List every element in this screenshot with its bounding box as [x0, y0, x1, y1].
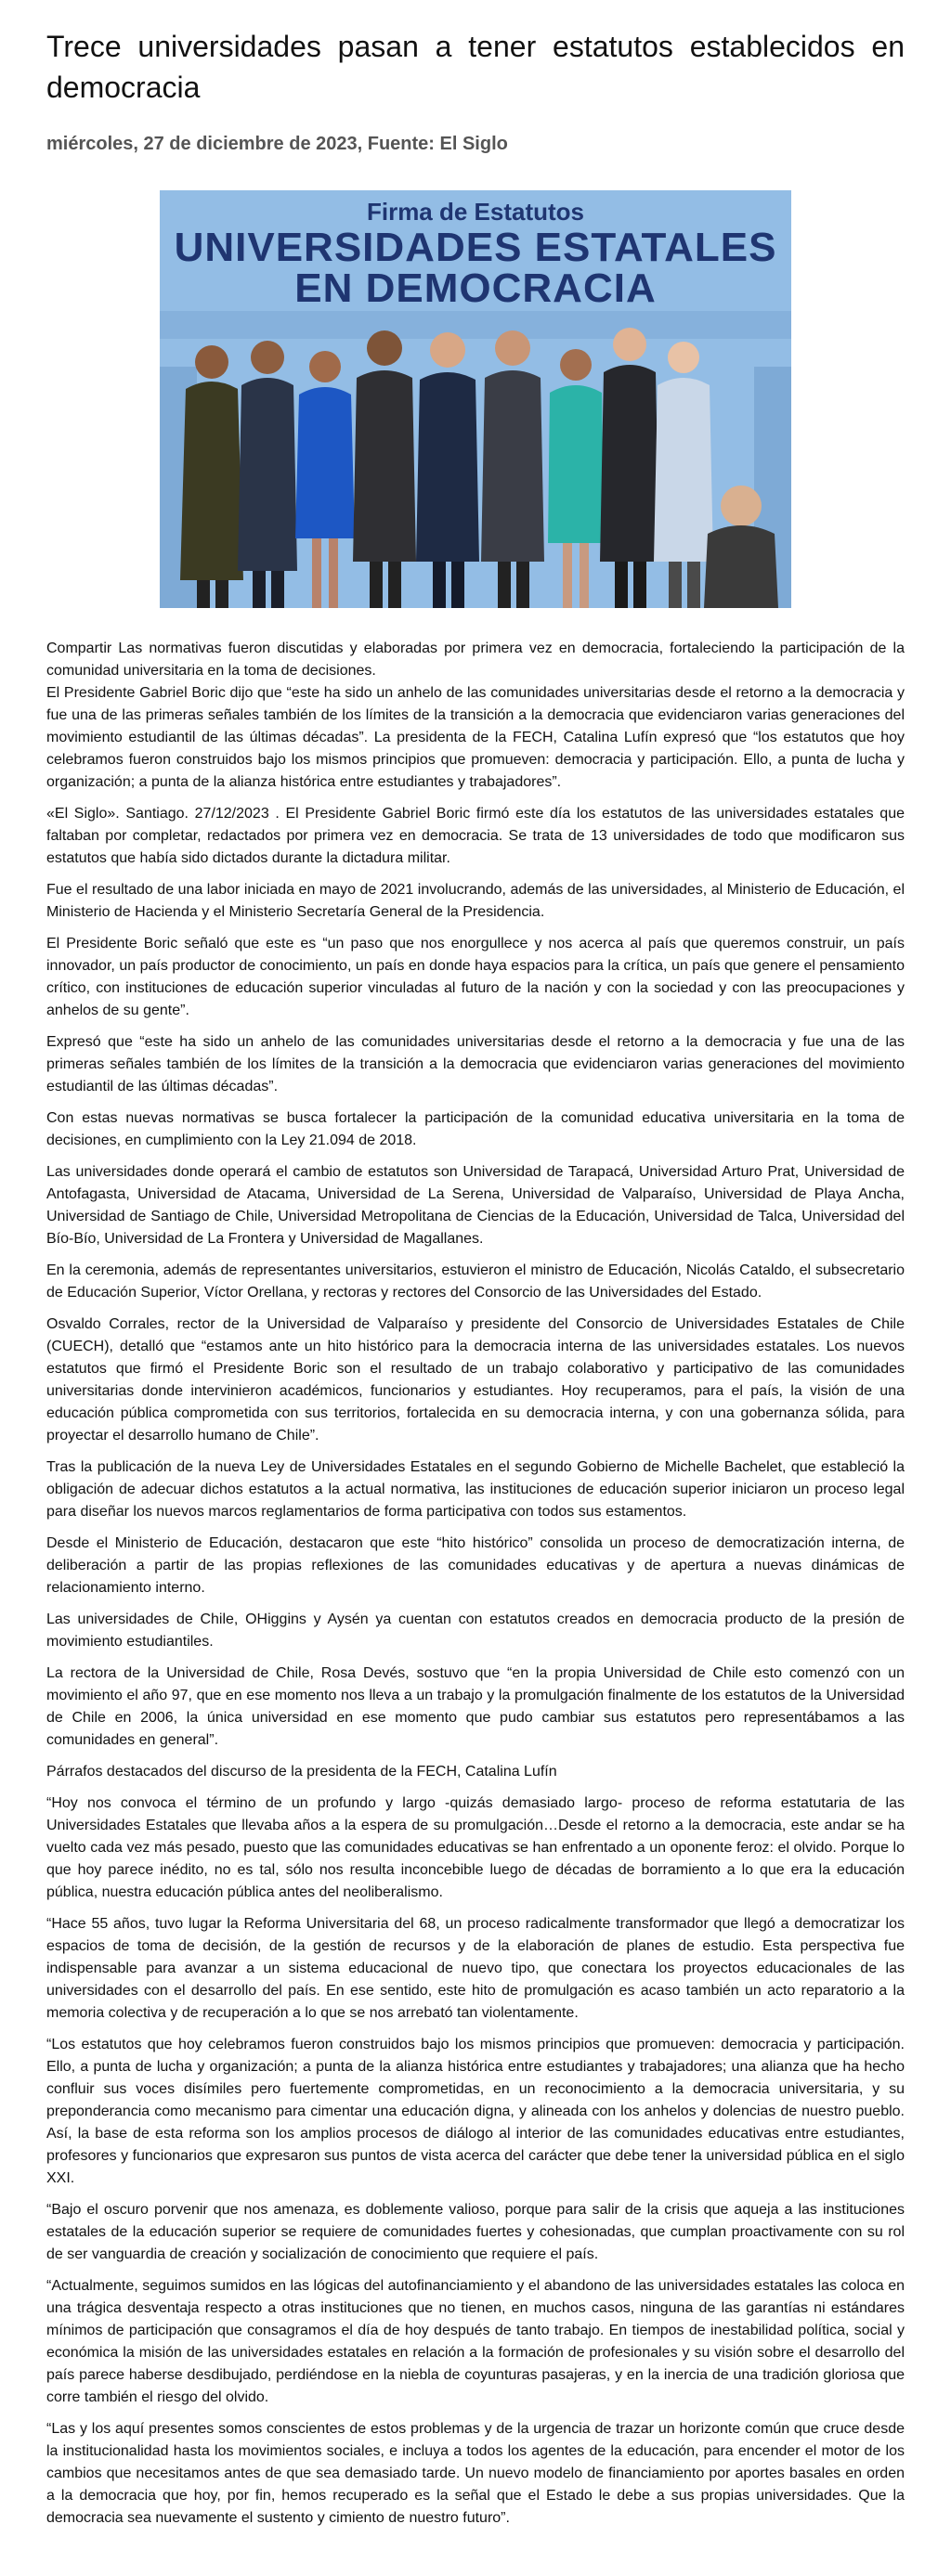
quote-paragraph: “Bajo el oscuro porvenir que nos amenaza, es doblemente valioso, porque para salir de la crisis que aqueja a las instituciones estatales de la educación superior se requiere de comunidades fuertes y cohesionadas, que cumplan proactivamente con su rol de ser vanguardia de creación y socialización de conocimiento que requiere el país. [46, 2202, 905, 2262]
article-paragraph: «El Siglo». Santiago. 27/12/2023 . El Presidente Gabriel Boric firmó este día los estatutos de las universidades estatales que faltaban por completar, redactados por primera vez en democracia. Se trata de 13 universidades de todo que modificaron sus estatutos que había sido dictados durante la dictadura militar. [46, 806, 905, 866]
article-meta: miércoles, 27 de diciembre de 2023, Fuente: El Siglo [46, 134, 508, 154]
banner-subtitle: Firma de Estatutos [366, 198, 585, 226]
article-paragraph: En la ceremonia, además de representantes universitarios, estuvieron el ministro de Educación, Nicolás Cataldo, el subsecretario de Educación Superior, Víctor Orellana, y rectoras y rectores del Consorcio de las Universidades del Estado. [46, 1262, 905, 1301]
banner-headline-line1: UNIVERSIDADES ESTATALES [174, 225, 777, 270]
article-paragraph: Expresó que “este ha sido un anhelo de las comunidades universitarias desde el retorno a la democracia y fue una de las primeras señales también de los límites de la transición a la democracia que evidenciaron varias generaciones del movimiento estudiantil de las últimas décadas”. [46, 1034, 905, 1094]
quote-paragraph: “Hace 55 años, tuvo lugar la Reforma Universitaria del 68, un proceso radicalmente transformador que llegó a democratizar los espacios de toma de decisión, de la gestión de recursos y de la elaboración de planes de estudio. Esta perspectiva fue indispensable para avanzar a un sistema educacional de nuevo tipo, que conectara los proyectos educacionales de las universidades con el desarrollo del país. En ese sentido, este hito de promulgación es acaso también un acto reparatorio a la memoria colectiva y de recuperación a lo que se nos arrebató tan violentamente. [46, 1916, 905, 2021]
quote-paragraph: “Las y los aquí presentes somos conscientes de estos problemas y de la urgencia de trazar un horizonte común que cruce desde la institucionalidad hasta los movimientos sociales, e incluya a todos los agentes de la educación, para encender el motor de los cambios que necesitamos antes de que sea demasiado tarde. Un nuevo modelo de financiamiento por aportes basales en orden a la democracia que hoy, por fin, hemos recuperado es la señal que el Estado le debe a sus propias universidades. Que la democracia sea nuevamente el sustento y cimiento de nuestro futuro”. [46, 2421, 905, 2526]
article-photo [160, 190, 791, 608]
article-paragraph: Con estas nuevas normativas se busca fortalecer la participación de la comunidad educativa universitaria en la toma de decisiones, en cumplimiento con la Ley 21.094 de 2018. [46, 1110, 905, 1148]
article-paragraph: El Presidente Gabriel Boric dijo que “este ha sido un anhelo de las comunidades universitarias desde el retorno a la democracia y fue una de las primeras señales también de los límites de la transición a la democracia que evidenciaron varias generaciones del movimiento estudiantil de las últimas décadas”. La presidenta de la FECH, Catalina Lufín expresó que “los estatutos que hoy celebramos fueron construidos bajo los mismos principios que promueven: democracia y participación. Ello, a punta de lucha y organización; a punta de la alianza histórica entre estudiantes y trabajadores”. [46, 685, 905, 790]
article-paragraph: Las universidades donde operará el cambio de estatutos son Universidad de Tarapacá, Universidad Arturo Prat, Universidad de Antofagasta, Universidad de Atacama, Universidad de La Serena, Universidad de Valparaíso, Universidad de Playa Ancha, Universidad de Santiago de Chile, Universidad Metropolitana de Ciencias de la Educación, Universidad de Talca, Universidad del Bío-Bío, Universidad de La Frontera y Universidad de Magallanes. [46, 1164, 905, 1247]
quote-paragraph: “Hoy nos convoca el término de un profundo y largo -quizás demasiado largo- proceso de reforma estatutaria de las Universidades Estatales que llevaba años a la espera de su promulgación…Desde el retorno a la democracia, este andar se ha vuelto cada vez más pesado, puesto que las comunidades educativas se han enfrentado a un oponente feroz: el olvido. Porque lo que hoy parece inédito, no es tal, sólo nos resulta inconcebible luego de décadas de borramiento a lo que era la educación pública, nuestra educación pública antes del neoliberalismo. [46, 1795, 905, 1900]
quote-paragraph: “Los estatutos que hoy celebramos fueron construidos bajo los mismos principios que promueven: democracia y participación. Ello, a punta de lucha y organización; a punta de la alianza histórica entre estudiantes y trabajadores; una alianza que ha hecho confluir sus voces disímiles pero fuertemente comprometidas, en un reconocimiento a la democracia universitaria, y su preponderancia como mecanismo para cimentar una educación digna, y alineada con los anhelos y dolencias de nuestro pueblo. Así, la base de esta reforma son los amplios procesos de diálogo al interior de las comunidades educativas entre estudiantes, profesores y funcionarios que expresaron sus puntos de vista acerca del carácter que debe tener la universidad pública en el siglo XXI. [46, 2037, 905, 2186]
article-paragraph: La rectora de la Universidad de Chile, Rosa Devés, sostuvo que “en la propia Universidad de Chile esto comenzó con un movimiento el año 97, que en ese momento nos lleva a un trabajo y la promulgación finalmente de los estatutos de la Universidad de Chile en 2006, la única universidad en ese momento que pudo cambiar sus estatutos pero representábamos a las comunidades en general”. [46, 1665, 905, 1748]
article-paragraph: Las universidades de Chile, OHiggins y Aysén ya cuentan con estatutos creados en democracia producto de la presión de movimiento estudiantiles. [46, 1612, 905, 1650]
article-paragraph: Compartir Las normativas fueron discutidas y elaboradas por primera vez en democracia, fortaleciendo la participación de la comunidad universitaria en la toma de decisiones. [46, 641, 905, 679]
article-body [46, 638, 905, 2530]
article-paragraph: Tras la publicación de la nueva Ley de Universidades Estatales en el segundo Gobierno de Michelle Bachelet, que estableció la obligación de adecuar dichos estatutos a la actual normativa, las instituciones de educación superior iniciaron un proceso legal para diseñar los nuevos marcos reglamentarios de forma participativa con todos sus estamentos. [46, 1459, 905, 1520]
article-paragraph: Osvaldo Corrales, rector de la Universidad de Valparaíso y presidente del Consorcio de Universidades Estatales de Chile (CUECH), detalló que “estamos ante un hito histórico para la democracia interna de las universidades estatales. Los nuevos estatutos que firmó el Presidente Boric son el resultado de un trabajo colaborativo y participativo de las comunidades universitarias donde intervinieron académicos, funcionarios y estudiantes. Hoy recuperamos, para el país, la visión de una educación pública comprometida con sus territorios, fortalecida en su democracia interna, y con una gobernanza sólida, para proyectar el desarrollo humano de Chile”. [46, 1316, 905, 1443]
article-paragraph: Desde el Ministerio de Educación, destacaron que este “hito histórico” consolida un proceso de democratización interna, de deliberación a partir de las propias reflexiones de las comunidades educativas y de apertura a nuevas dinámicas de relacionamiento interno. [46, 1535, 905, 1596]
article-title: Trece universidades pasan a tener estatutos establecidos en democracia [46, 30, 905, 104]
quote-paragraph: “Actualmente, seguimos sumidos en las lógicas del autofinanciamiento y el abandono de las universidades estatales las coloca en una trágica desventaja respecto a otras instituciones que no tienen, en muchos casos, ninguna de las garantías ni estándares mínimos de participación que consagramos el día de hoy después de tanto trabajo. En tiempos de inestabilidad política, social y económica la misión de las universidades estatales en relación a la formación de profesionales y su visión sobre el desarrollo del país parece haberse desdibujado, perdiéndose en la niebla de coyunturas pasajeras, y en la inercia de una tradición gloriosa que corre también el riesgo del olvido. [46, 2278, 905, 2405]
banner-headline [160, 227, 791, 309]
banner-headline-line2: EN DEMOCRACIA [294, 265, 657, 311]
section-heading: Párrafos destacados del discurso de la presidenta de la FECH, Catalina Lufín [46, 1764, 557, 1780]
article-paragraph: El Presidente Boric señaló que este es “un paso que nos enorgullece y nos acerca al país que queremos construir, un país innovador, un país productor de conocimiento, un país en donde haya espacios para la crítica, un país que genere el pensamiento crítico, con instituciones de educación superior vinculadas al futuro de la nación y con la sociedad y con las preocupaciones y anhelos de su gente”. [46, 936, 905, 1018]
article-paragraph: Fue el resultado de una labor iniciada en mayo de 2021 involucrando, además de las universidades, al Ministerio de Educación, el Ministerio de Hacienda y el Ministerio Secretaría General de la Presidencia. [46, 882, 905, 920]
